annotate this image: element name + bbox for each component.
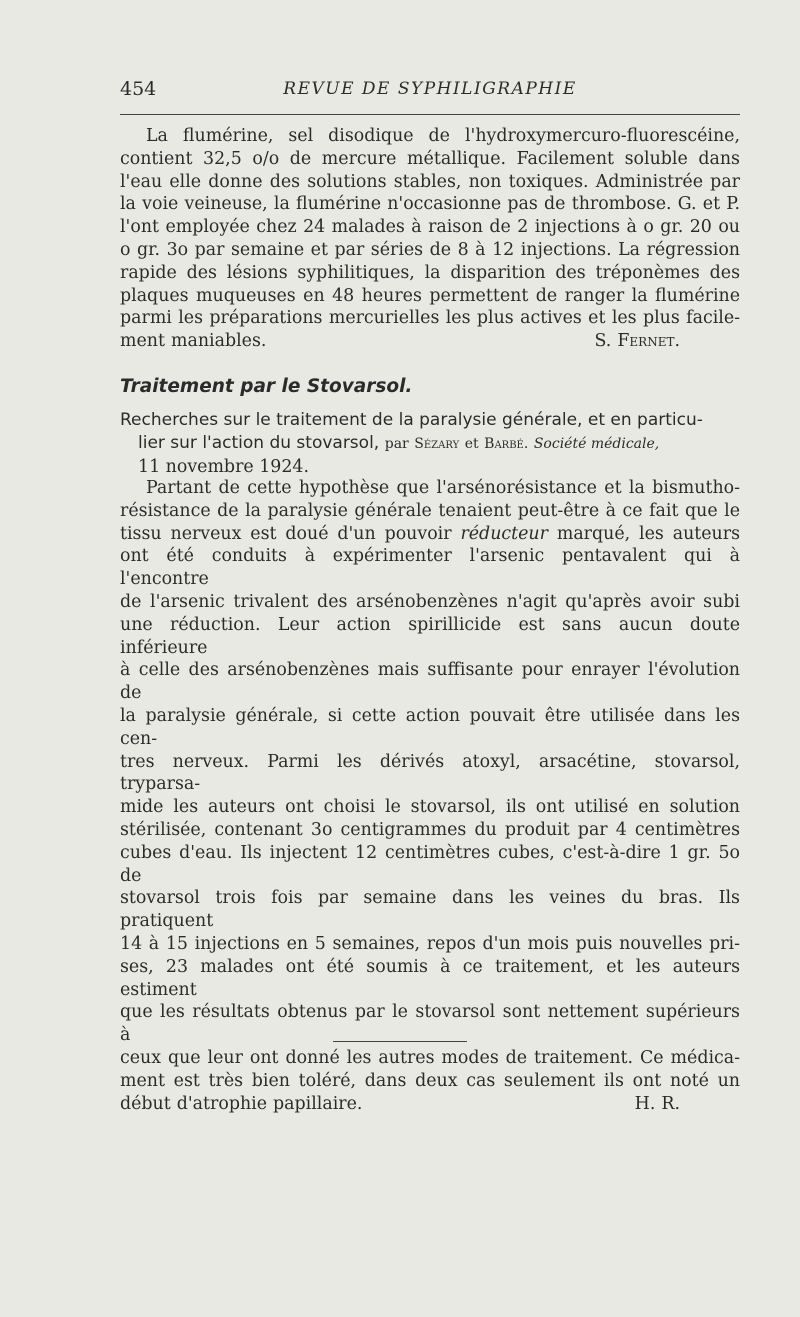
citation-by: par [384,435,409,452]
closing-line [120,1093,740,1116]
review-stovarsol [120,477,740,1115]
text-line: ses, 23 malades ont été soumis à ce traitement, et les auteurs estiment [120,956,740,1000]
journal-name: Société médicale, [533,435,660,452]
text-line: que les résultats obtenus par le stovarsol sont nettement supérieurs à [120,1002,740,1046]
italic-word: réducteur [460,523,548,544]
text-line: ceux que leur ont donné les autres modes de traitement. Ce médica- [120,1047,740,1068]
text-line: parmi les préparations mercurielles les plus actives et les plus facile- [120,308,740,329]
text-line: o gr. 3o par semaine et par séries de 8 à 12 injections. La régression [120,239,740,260]
text-line: ont été conduits à expérimenter l'arsenic pentavalent qui à l'encontre [120,546,740,590]
text-line: La flumérine, sel disodique de l'hydroxymercuro-fluorescéine, [146,126,740,146]
text-line: de l'arsenic trivalent des arsénobenzènes n'agit qu'après avoir subi [120,591,740,612]
text-line [120,523,740,546]
article-title-line: lier sur l'action du stovarsol, [138,432,380,453]
article-citation [120,409,740,478]
running-head [120,78,740,104]
text-line: cubes d'eau. Ils injectent 12 centimètres cubes, c'est-à-dire 1 gr. 5o de [120,842,740,886]
text-line: tres nerveux. Parmi les dérivés atoxyl, arsacétine, stovarsol, tryparsa- [120,751,740,795]
text-line: l'ont employée chez 24 malades à raison de 2 injections à o gr. 20 ou [120,217,740,238]
text-span: tissu nerveux est doué d'un pouvoir [120,523,452,544]
journal-title: REVUE DE SYPHILIGRAPHIE [283,79,577,99]
text-line: ment est très bien toléré, dans deux cas seulement ils ont noté un [120,1070,740,1091]
author-name: Sézary [414,435,460,452]
text-line: Partant de cette hypothèse que l'arsénorésistance et la bismutho- [146,478,740,498]
text-line: stérilisée, contenant 3o centigrammes du produit par 4 centimètres [120,819,740,840]
review-flumerine [120,125,740,353]
text-line: mide les auteurs ont choisi le stovarsol, ils ont utilisé en solution [120,797,740,818]
text-line: à celle des arsénobenzènes mais suffisante pour enrayer l'évolution de [120,660,740,704]
text-line: 14 à 15 injections en 5 semaines, repos d'un mois puis nouvelles pri- [120,933,740,954]
section-heading: Traitement par le Stovarsol. [120,376,413,397]
article-title-line: Recherches sur le traitement de la paralysie générale, et en particu- [120,410,703,430]
closing-line [120,330,740,353]
reviewer-signature: S. Fernet. [594,331,680,352]
page-number: 454 [120,78,157,100]
text-line: la voie veineuse, la flumérine n'occasionne pas de thrombose. G. et P. [120,194,740,215]
text-line: résistance de la paralysie générale tenaient peut-être à ce fait que le [120,500,740,521]
text-line: ment maniables. [120,331,267,352]
citation-date: 11 novembre 1924. [138,456,309,477]
text-line: rapide des lésions syphilitiques, la disparition des tréponèmes des [120,262,740,283]
text-span: marqué, les auteurs [556,523,740,544]
citation-and: et [464,435,479,452]
text-line: plaques muqueuses en 48 heures permettent de ranger la flumérine [120,285,740,306]
header-rule [120,114,740,115]
text-line: contient 32,5 o/o de mercure métallique. Facilement soluble dans [120,148,740,169]
author-name: Barbé. [484,435,529,452]
end-rule [333,1041,467,1042]
text-line: début d'atrophie papillaire. [120,1093,363,1114]
text-line: une réduction. Leur action spirillicide est sans aucun doute inférieure [120,614,740,658]
text-line: l'eau elle donne des solutions stables, non toxiques. Administrée par [120,171,740,192]
article-title-continuation [120,432,740,456]
text-line: la paralysie générale, si cette action pouvait être utilisée dans les cen- [120,705,740,749]
text-line: stovarsol trois fois par semaine dans les veines du bras. Ils pratiquent [120,888,740,932]
reviewer-signature: H. R. [634,1093,680,1114]
